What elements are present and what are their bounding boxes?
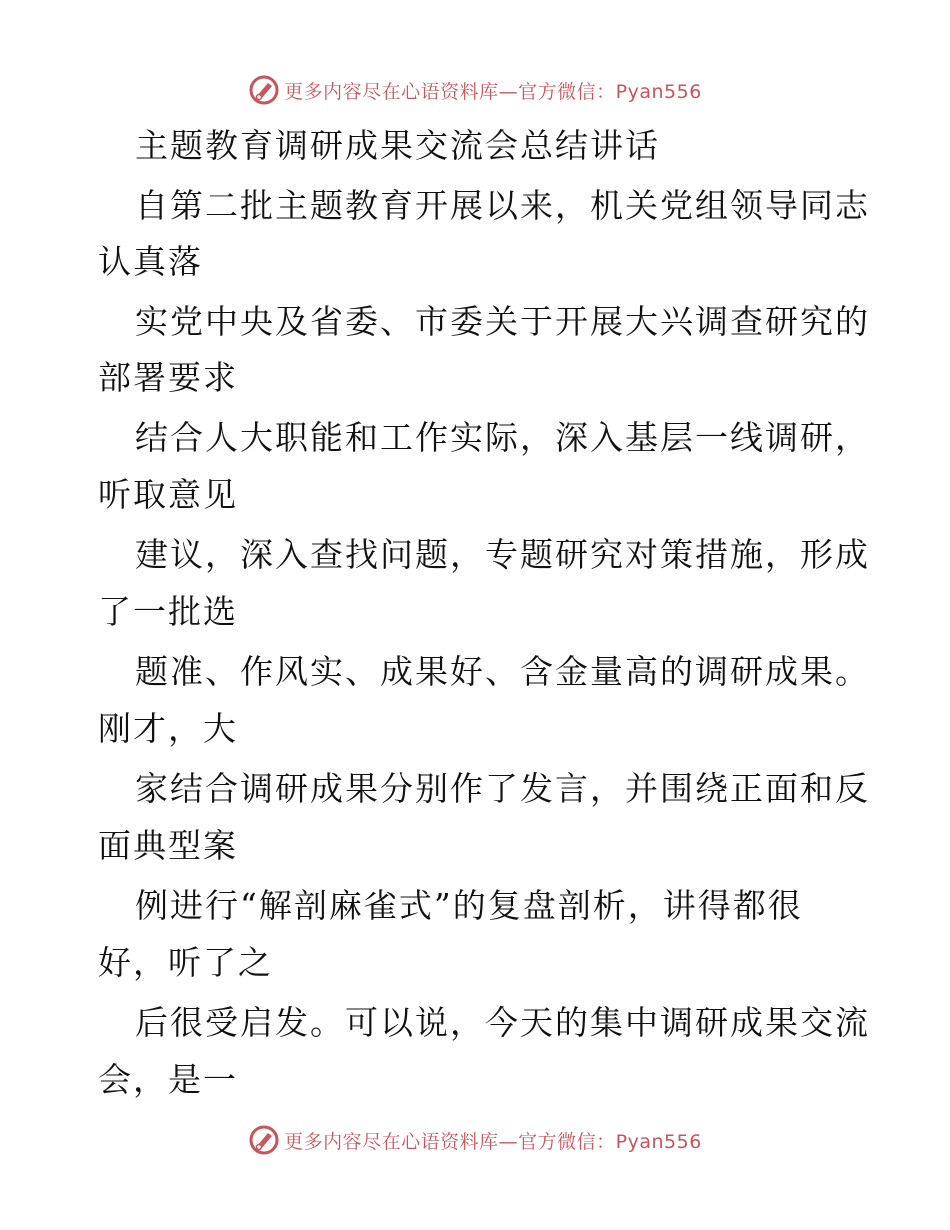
text-line: 会，是一 xyxy=(98,1060,238,1099)
watermark-text: 更多内容尽在心语资料库—官方微信：Pyan556 xyxy=(284,1130,702,1153)
text-line: 面典型案 xyxy=(98,826,238,865)
document-title: 主题教育调研成果交流会总结讲话 xyxy=(135,126,660,165)
text-line: 认真落 xyxy=(98,242,203,281)
text-line: 实党中央及省委、市委关于开展大兴调查研究的 xyxy=(135,302,870,341)
text-line: 刚才，大 xyxy=(98,709,238,748)
footer-watermark xyxy=(0,1122,950,1158)
text-line: 部署要求 xyxy=(98,358,238,397)
text-line: 听取意见 xyxy=(98,475,238,514)
text-line: 了一批选 xyxy=(98,592,238,631)
text-line: 建议，深入查找问题，专题研究对策措施，形成 xyxy=(135,535,870,574)
text-line: 题准、作风实、成果好、含金量高的调研成果。 xyxy=(135,652,870,691)
text-line: 后很受启发。可以说，今天的集中调研成果交流 xyxy=(135,1003,870,1042)
logo-icon xyxy=(248,74,280,106)
text-line: 例进行“解剖麻雀式”的复盘剖析，讲得都很 xyxy=(135,886,803,925)
text-line: 家结合调研成果分别作了发言，并围绕正面和反 xyxy=(135,769,870,808)
text-line: 结合人大职能和工作实际，深入基层一线调研， xyxy=(135,418,870,457)
logo-icon xyxy=(248,1124,280,1156)
text-line: 自第二批主题教育开展以来，机关党组领导同志 xyxy=(135,186,870,225)
watermark-text: 更多内容尽在心语资料库—官方微信：Pyan556 xyxy=(284,80,702,103)
header-watermark xyxy=(0,72,950,108)
text-line: 好，听了之 xyxy=(98,943,273,982)
